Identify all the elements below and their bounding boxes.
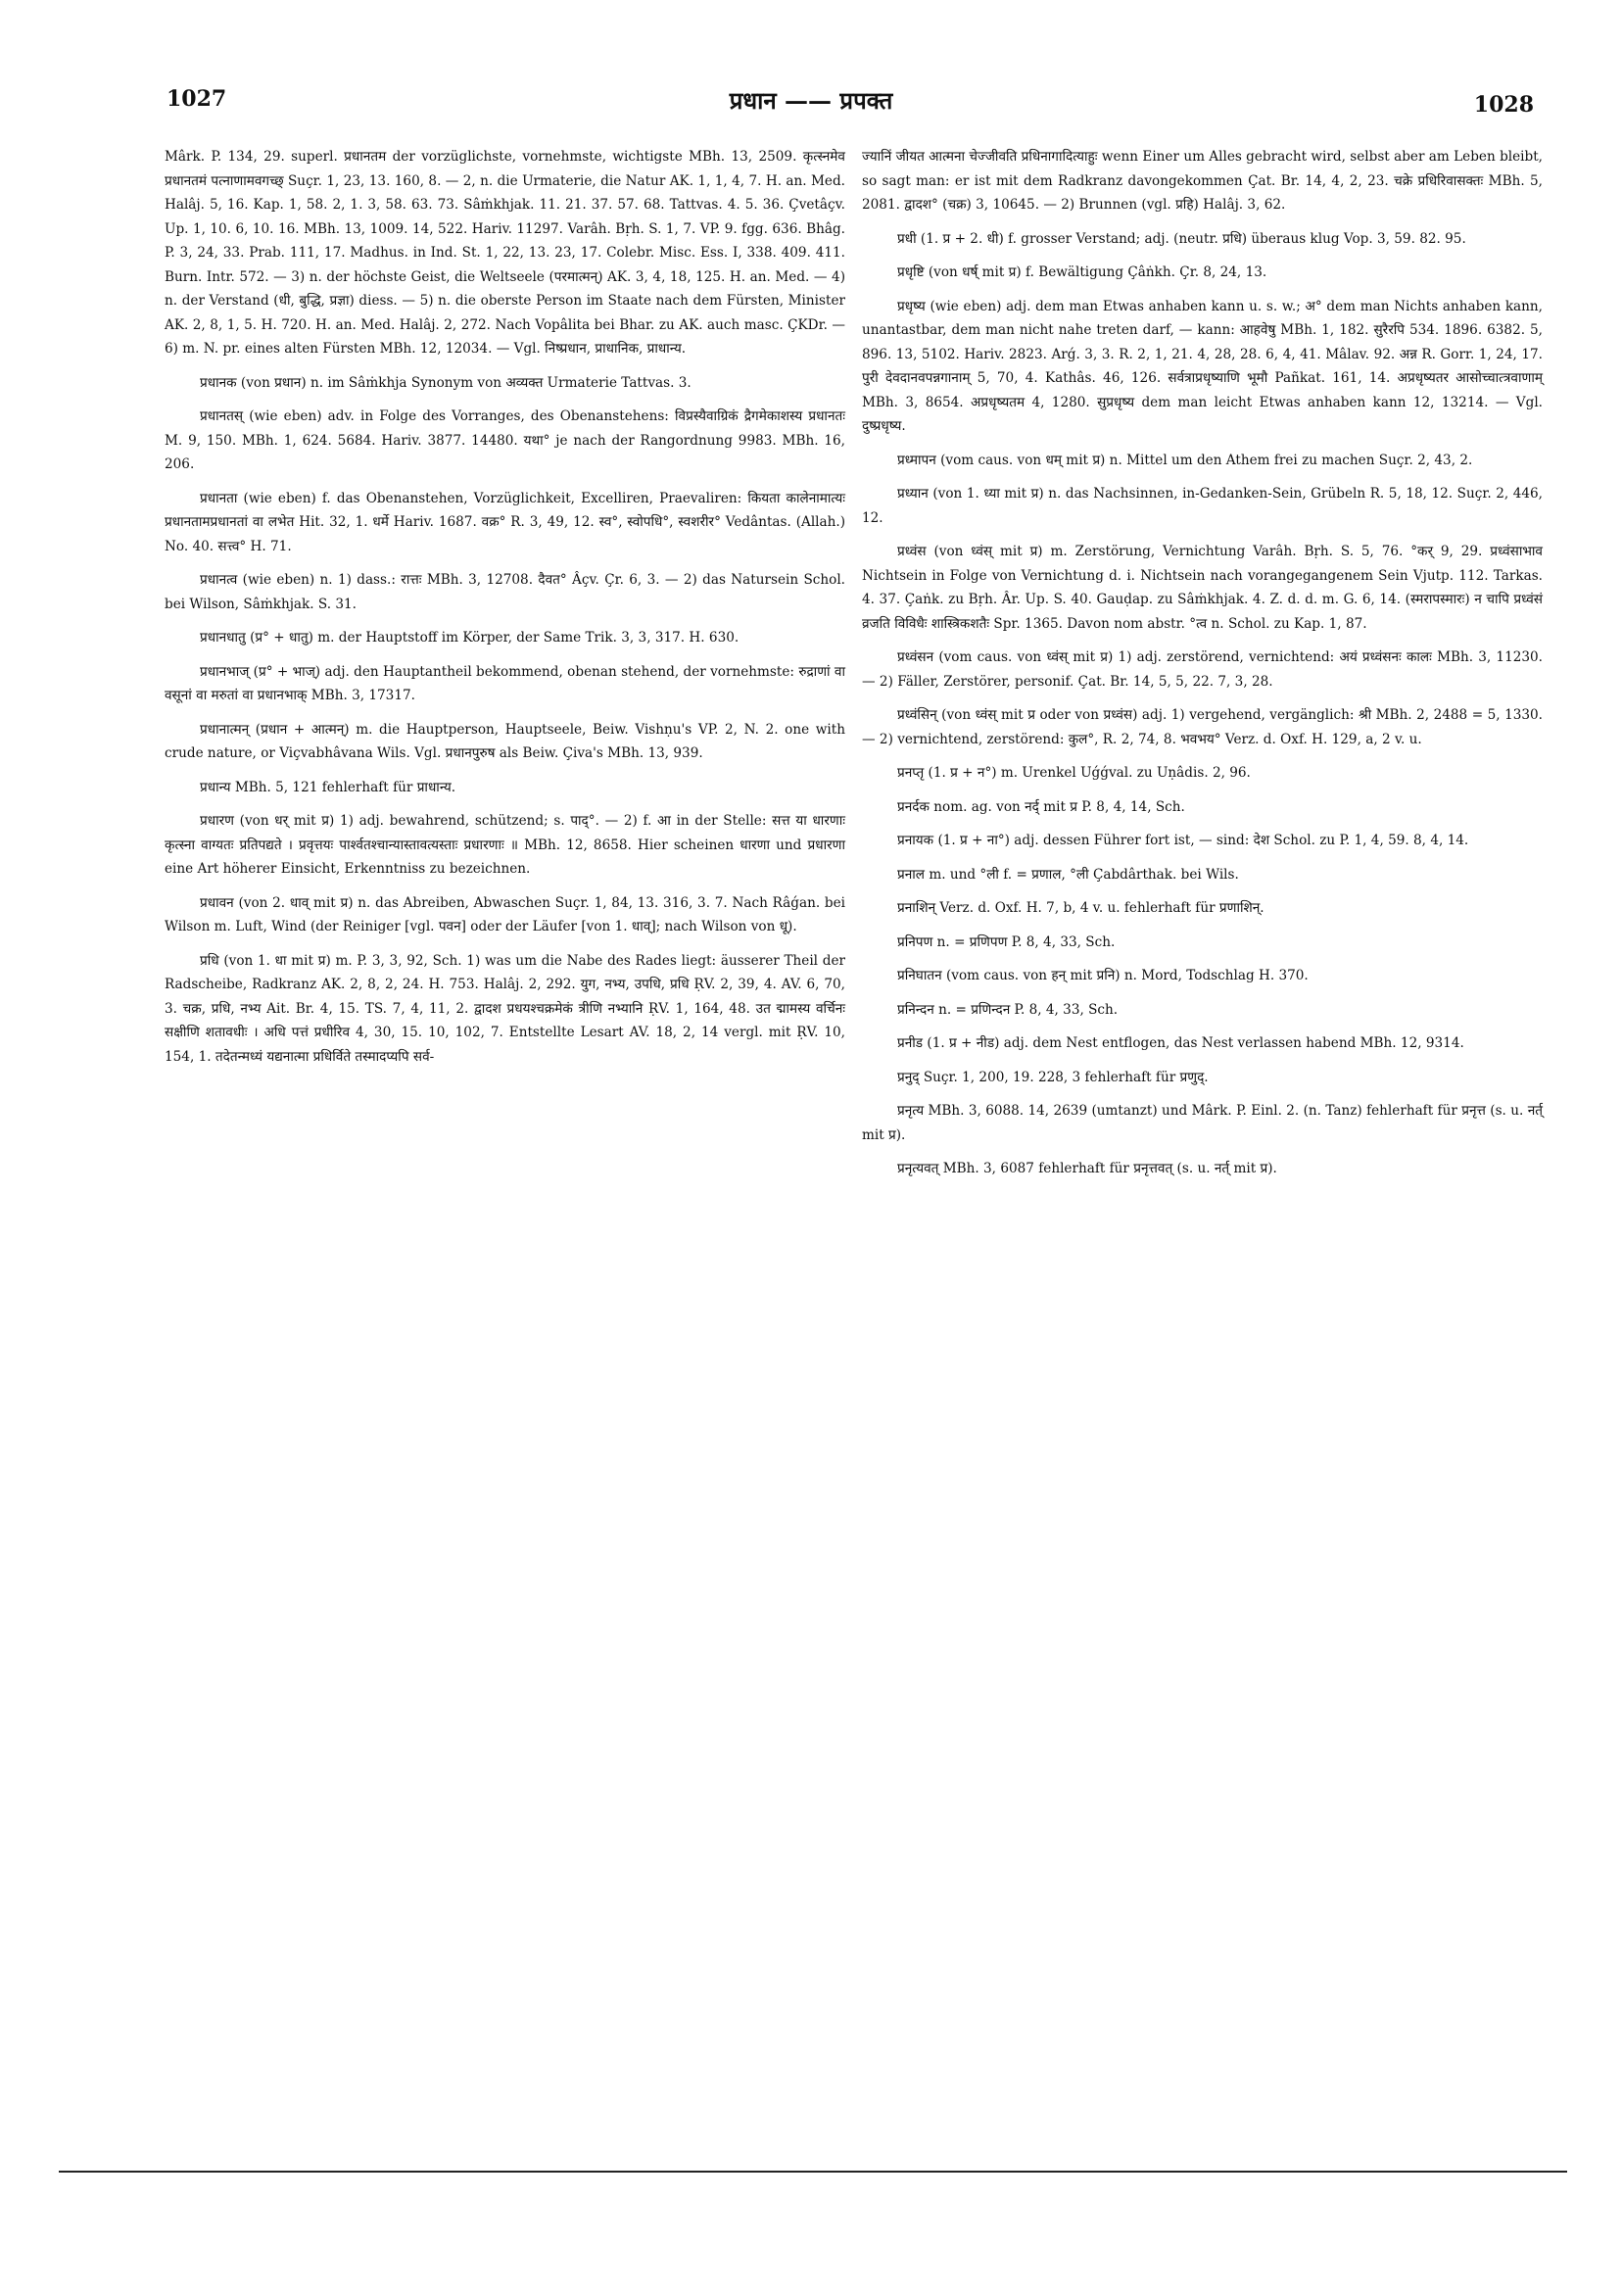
- dictionary-entry: प्रधावन (von 2. धाव् mit प्र) n. das Abreiben, Abwaschen Suçr. 1, 84, 13. 316, 3. 7. Nach Râǵan. bei Wilson m. Luft, Wind (der Reiniger [vgl. पवन] oder der Läufer [von 1. धाव्]; nach Wilson von धू).: [165, 894, 845, 934]
- right-column: [862, 145, 1543, 1191]
- dictionary-entry: प्रध्यान (von 1. ध्या mit प्र) n. das Nachsinnen, in-Gedanken-Sein, Grübeln R. 5, 18, 12. Suçr. 2, 446, 12.: [862, 486, 1543, 526]
- dictionary-entry: Mârk. P. 134, 29. superl. प्रधानतम der vorzüglichste, vornehmste, wichtigste MBh. 13, 2509. कृत्स्नमेव प्रधानतमं पत्नाणामवगच्छ् Suçr. 1, 23, 13. 160, 8. — 2, n. die Urmaterie, die Natur AK. 1, 1, 4, 7. H. an. Med. Halâj. 5, 16. Kap. 1, 58. 2, 1. 3, 58. 63. 73. Sâṁkhjak. 11. 21. 37. 57. 68. Tattvas. 4. 5. 36. Çvetâçv. Up. 1, 10. 6, 10. 16. MBh. 13, 1009. 14, 522. Hariv. 11297. Varâh. Bṛh. S. 1, 7. VP. 9. fgg. 636. Bhâg. P. 3, 24, 33. Prab. 111, 17. Madhus. in Ind. St. 1, 22, 13. 23, 17. Colebr. Misc. Ess. I, 338. 409. 411. Burn. Intr. 572. — 3) n. der höchste Geist, die Weltseele (परमात्मन्) AK. 3, 4, 18, 125. H. an. Med. — 4) n. der Verstand (धी, बुद्धि, प्रज्ञा) diess. — 5) n. die oberste Person im Staate nach dem Fürsten, Minister AK. 2, 8, 1, 5. H. 720. H. an. Med. Halâj. 2, 272. Nach Vopâlita bei Bhar. zu AK. auch masc. ÇKDr. — 6) m. N. pr. eines alten Fürsten MBh. 12, 12034. — Vgl. निष्प्रधान, प्राधानिक, प्राधान्य.: [165, 149, 845, 357]
- dictionary-entry: प्रधानात्मन् (प्रधान + आत्मन्) m. die Hauptperson, Hauptseele, Beiw. Vishṇu's VP. 2, N. 2. one with crude nature, or Viçvabhâvana Wils. Vgl. प्रधानपुरुष als Beiw. Çiva's MBh. 13, 939.: [165, 721, 845, 761]
- dictionary-entry: प्रनाल m. und °ली f. = प्रणाल, °ली Çabdârthak. bei Wils.: [897, 866, 1239, 883]
- bottom-rule: [59, 2171, 1567, 2173]
- dictionary-entry: ज्यानिं जीयत आत्मना चेज्जीवति प्रधिनागादित्याहुः wenn Einer um Alles gebracht wird, selbst aber am Leben bleibt, so sagt man: er ist mit dem Radkranz davongekommen Çat. Br. 14, 4, 2, 23. चक्रे प्रधिरिवासक्तः MBh. 5, 2081. द्वादश° (चक्र) 3, 10645. — 2) Brunnen (vgl. प्रहि) Halâj. 3, 62.: [862, 149, 1543, 213]
- running-title: प्रधान —— प्रपक्त: [729, 86, 893, 115]
- page-number-left: 1027: [167, 86, 227, 112]
- page-header: [0, 0, 1622, 137]
- dictionary-entry: प्रध्वंसन (vom caus. von ध्वंस् mit प्र) 1) adj. zerstörend, vernichtend: अयं प्रध्वंसनः कालः MBh. 3, 11230. — 2) Fäller, Zerstörer, personif. Çat. Br. 14, 5, 5, 22. 7, 3, 28.: [862, 649, 1543, 690]
- dictionary-entry: प्रनृत्यवत् MBh. 3, 6087 fehlerhaft für प्रनृत्तवत् (s. u. नर्त् mit प्र).: [897, 1161, 1277, 1176]
- dictionary-entry: प्रधारण (von धर् mit प्र) 1) adj. bewahrend, schützend; s. पाद्°. — 2) f. आ in der Stelle: सत्त या धारणाः कृत्स्ना वाग्यतः प्रतिपद्यते । प्रवृत्तयः पार्श्वतश्चान्यास्तावत्यस्ताः प्रधारणाः ॥ MBh. 12, 8658. Hier scheinen धारणा und प्रधारणा eine Art höherer Einsicht, Erkenntniss zu bezeichnen.: [165, 813, 845, 877]
- dictionary-entry: प्रधानभाज् (प्र° + भाज्) adj. den Hauptantheil bekommend, obenan stehend, der vornehmste: रुद्राणां वा वसूनां वा मरुतां वा प्रधानभाक् MBh. 3, 17317.: [165, 663, 845, 703]
- left-column: [165, 145, 845, 1078]
- dictionary-entry: प्रनिपण n. = प्रणिपण P. 8, 4, 33, Sch.: [897, 933, 1116, 950]
- dictionary-entry: प्रधी (1. प्र + 2. धी) f. grosser Verstand; adj. (neutr. प्रधि) überaus klug Vop. 3, 59. 82. 95.: [897, 230, 1466, 247]
- dictionary-entry: प्रनप्तृ (1. प्र + न°) m. Urenkel Uǵǵval. zu Uṇâdis. 2, 96.: [897, 765, 1251, 781]
- dictionary-entry: प्रधृष्टि (von धर्ष् mit प्र) f. Bewältigung Çâṅkh. Çr. 8, 24, 13.: [897, 264, 1267, 280]
- dictionary-entry: प्रनृत्य MBh. 3, 6088. 14, 2639 (umtanzt) und Mârk. P. Einl. 2. (n. Tanz) fehlerhaft für प्रनृत्त (s. u. नर्त् mit प्र).: [862, 1103, 1543, 1143]
- dictionary-entry: प्रध्मापन (vom caus. von धम् mit प्र) n. Mittel um den Athem frei zu machen Suçr. 2, 43, 2.: [897, 452, 1473, 468]
- dictionary-entry: प्रधानता (wie eben) f. das Obenanstehen, Vorzüglichkeit, Excelliren, Praevaliren: कियता कालेनामात्यः प्रधानतामप्रधानतां वा लभेत Hit. 32, 1. धर्मे Hariv. 1687. वक्र° R. 3, 49, 12. स्व°, स्वोपधि°, स्वशरीर° Vedântas. (Allah.) No. 40. सत्त्व° H. 71.: [165, 490, 845, 554]
- dictionary-entry: प्रध्वंसिन् (von ध्वंस् mit प्र oder von प्रध्वंस) adj. 1) vergehend, vergänglich: श्री MBh. 2, 2488 = 5, 1330. — 2) vernichtend, zerstörend: कुल°, R. 2, 74, 8. भवभय° Verz. d. Oxf. H. 129, a, 2 v. u.: [862, 707, 1543, 747]
- dictionary-entry: प्रधान्य MBh. 5, 121 fehlerhaft für प्राधान्य.: [200, 779, 456, 795]
- dictionary-entry: प्रनिघातन (vom caus. von हन् mit प्रनि) n. Mord, Todschlag H. 370.: [897, 968, 1309, 983]
- dictionary-entry: प्रध्वंस (von ध्वंस् mit प्र) m. Zerstörung, Vernichtung Varâh. Bṛh. S. 5, 76. °कर् 9, 29. प्रध्वंसाभाव Nichtsein in Folge von Vernichtung d. i. Nichtsein nach vorangegangenem Sein Vjutp. 112. Tarkas. 4. 37. Çaṅk. zu Bṛh. Âr. Up. S. 40. Gauḍap. zu Sâṁkhjak. 4. Z. d. d. m. G. 6, 14. (स्मरापस्मारः) न चापि प्रध्वंसं व्रजति विविधैः शास्त्रिकशतैः Spr. 1365. Davon nom abstr. °त्व n. Schol. zu Kap. 1, 87.: [862, 544, 1543, 632]
- dictionary-entry: प्रधानतस् (wie eben) adv. in Folge des Vorranges, des Obenanstehens: विप्रस्यैवाग्रिकं द्रैगमेकाशस्य प्रधानतः M. 9, 150. MBh. 1, 624. 5684. Hariv. 3877. 14480. यथा° je nach der Rangordnung 9983. MBh. 16, 206.: [165, 408, 845, 472]
- dictionary-entry: प्रनर्दक nom. ag. von नर्द् mit प्र P. 8, 4, 14, Sch.: [897, 798, 1185, 815]
- dictionary-entry: प्रधानत्व (wie eben) n. 1) dass.: रात्तः MBh. 3, 12708. दैवत° Âçv. Çr. 6, 3. — 2) das Natursein Schol. bei Wilson, Sâṁkhjak. S. 31.: [165, 572, 845, 612]
- dictionary-entry: प्रधृष्य (wie eben) adj. dem man Etwas anhaben kann u. s. w.; अ° dem man Nichts anhaben kann, unantastbar, dem man nicht nahe treten darf, — kann: आहवेषु MBh. 1, 182. सुरैरपि 534. 1896. 6382. 5, 896. 13, 5102. Hariv. 2823. Arǵ. 3, 3. R. 2, 1, 21. 4, 28, 28. 6, 4, 41. Mâlav. 92. अन्न R. Gorr. 1, 24, 17. पुरी देवदानवपन्नगानाम् 5, 70, 4. Kathâs. 46, 126. सर्वत्राप्रधृष्याणि भूमौ Pañkat. 161, 14. अप्रधृष्यतर आसोच्चात्त्रवाणाम् MBh. 3, 8654. अप्रधृष्यतम 4, 1280. सुप्रधृष्य dem man leicht Etwas anhaben kann 12, 13214. — Vgl. दुष्प्रधृष्य.: [862, 298, 1543, 434]
- dictionary-entry: प्रधि (von 1. धा mit प्र) m. P. 3, 3, 92, Sch. 1) was um die Nabe des Rades liegt: äusserer Theil der Radscheibe, Radkranz AK. 2, 8, 2, 24. H. 753. Halâj. 2, 292. युग, नभ्य, उपधि, प्रधि ṚV. 2, 39, 4. AV. 6, 70, 3. चक्र, प्रधि, नभ्य Ait. Br. 4, 15. TS. 7, 4, 11, 2. द्वादश प्रधयश्चक्रमेकं त्रीणि नभ्यानि ṚV. 1, 164, 48. उत द्मामस्य वर्चिनः सक्षीणि शतावधीः । अधि पत्तं प्रधीरिव 4, 30, 15. 10, 102, 7. Entstellte Lesart AV. 18, 2, 14 vergl. mit ṚV. 10, 154, 1. तदेतन्मध्यं यद्यनात्मा प्रधिर्विते तस्मादप्यपि सर्व-: [165, 952, 845, 1065]
- dictionary-entry: प्रनीड (1. प्र + नीड) adj. dem Nest entflogen, das Nest verlassen habend MBh. 12, 9314.: [897, 1035, 1464, 1051]
- page-number-right: 1028: [1473, 92, 1534, 118]
- dictionary-entry: प्रनुद् Suçr. 1, 200, 19. 228, 3 fehlerhaft für प्रणुद्.: [897, 1069, 1209, 1085]
- dictionary-entry: प्रनाशिन् Verz. d. Oxf. H. 7, b, 4 v. u. fehlerhaft für प्रणाशिन्.: [897, 900, 1264, 916]
- dictionary-entry: प्रधानधातु (प्र° + धातु) m. der Hauptstoff im Körper, der Same Trik. 3, 3, 317. H. 630.: [200, 630, 739, 646]
- dictionary-entry: प्रधानक (von प्रधान) n. im Sâṁkhja Synonym von अव्यक्त Urmaterie Tattvas. 3.: [200, 374, 692, 391]
- dictionary-entry: प्रनिन्दन n. = प्रणिन्दन P. 8, 4, 33, Sch.: [897, 1001, 1119, 1018]
- dictionary-entry: प्रनायक (1. प्र + ना°) adj. dessen Führer fort ist, — sind: देश Schol. zu P. 1, 4, 59. 8, 4, 14.: [897, 833, 1469, 848]
